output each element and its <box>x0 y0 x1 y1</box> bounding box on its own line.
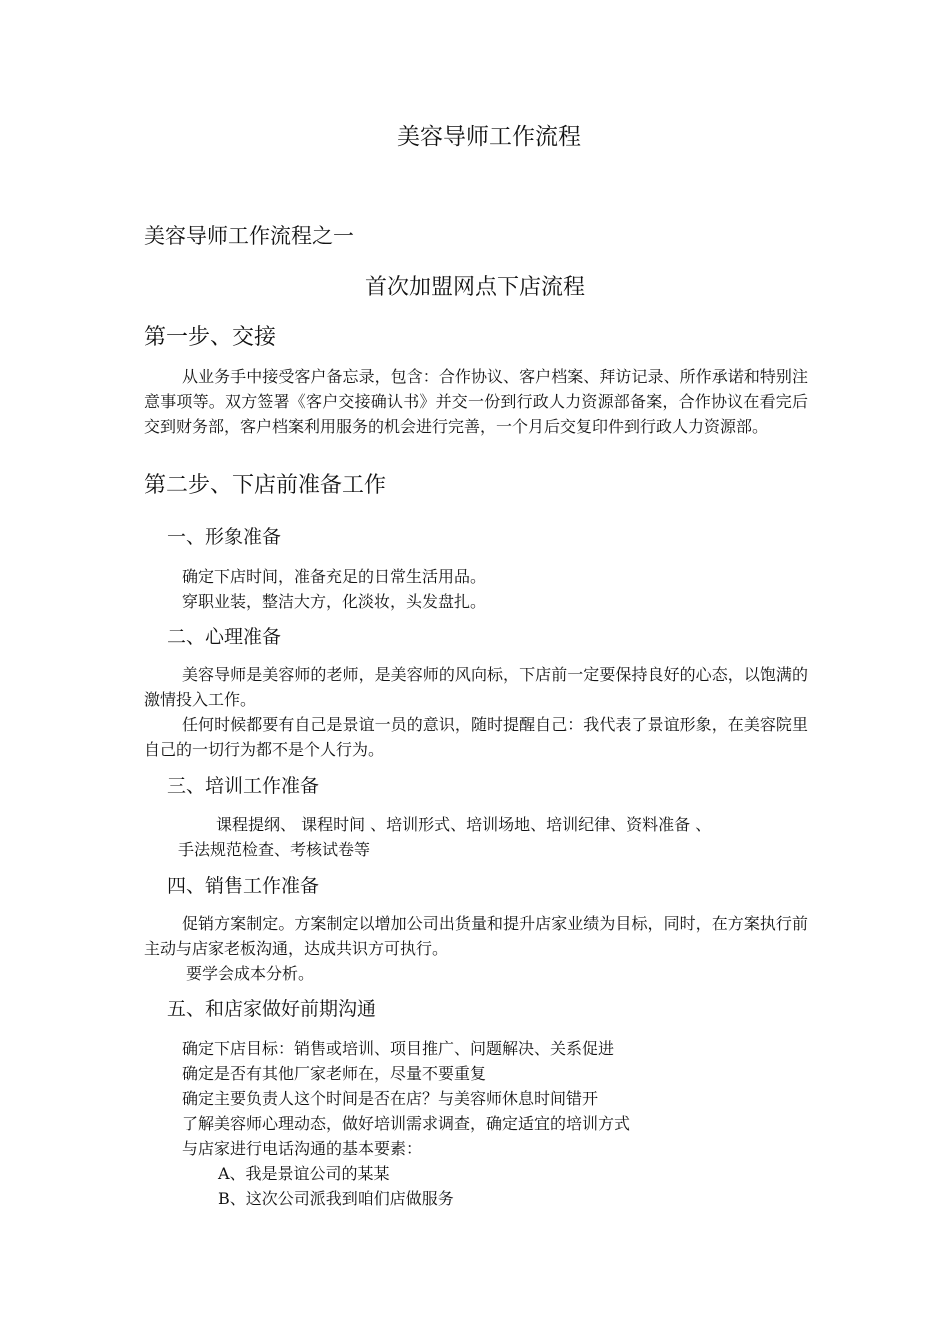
list-item: 了解美容师心理动态，做好培训需求调查，确定适宜的培训方式 <box>182 1114 631 1133</box>
paragraph: 促销方案制定。方案制定以增加公司出货量和提升店家业绩为目标，同时，在方案执行前主动与店家老板沟通，达成共识方可执行。 <box>144 914 808 958</box>
list-item: 要学会成本分析。 <box>186 964 315 983</box>
list-item: 手法规范检查、考核试卷等 <box>178 840 371 859</box>
list-item: 穿职业装，整洁大方，化淡妆，头发盘扎。 <box>182 592 487 611</box>
document-title: 美容导师工作流程 <box>397 124 581 150</box>
step2-heading: 第二步、下店前准备工作 <box>144 473 387 498</box>
document-subtitle: 美容导师工作流程之一 <box>144 224 354 248</box>
section-heading-image-prep: 一、形象准备 <box>167 526 282 548</box>
section-heading-mental-prep: 二、心理准备 <box>167 626 282 648</box>
step1-heading: 第一步、交接 <box>144 325 277 350</box>
section-title: 首次加盟网点下店流程 <box>364 275 585 300</box>
list-item: 确定主要负责人这个时间是否在店？与美容师休息时间错开 <box>182 1089 599 1108</box>
paragraph: 美容导师是美容师的老师，是美容师的风向标，下店前一定要保持良好的心态，以饱满的激情投入工作。 <box>144 665 808 709</box>
list-item: 与店家进行电话沟通的基本要素： <box>182 1139 423 1158</box>
section-heading-sales-prep: 四、销售工作准备 <box>167 875 320 897</box>
list-item: 确定下店目标：销售或培训、项目推广、问题解决、关系促进 <box>182 1039 615 1058</box>
sub-list-item: A、我是景谊公司的某某 <box>218 1164 390 1183</box>
list-item: 课程提纲、 课程时间 、培训形式、培训场地、培训纪律、资料准备 、 <box>216 815 712 834</box>
paragraph: 任何时候都要有自己是景谊一员的意识，随时提醒自己：我代表了景谊形象，在美容院里自己的一切行为都不是个人行为。 <box>144 715 808 759</box>
step1-paragraph: 从业务手中接受客户备忘录，包含：合作协议、客户档案、拜访记录、所作承诺和特别注意事项等。双方签署《客户交接确认书》并交一份到行政人力资源部备案，合作协议在看完后交到财务部，客户档案利用服务的机会进行完善，一个月后交复印件到行政人力资源部。 <box>144 367 808 436</box>
sub-list-item: B、这次公司派我到咱们店做服务 <box>218 1189 454 1208</box>
list-item: 确定下店时间，准备充足的日常生活用品。 <box>182 567 487 586</box>
section-heading-training-prep: 三、培训工作准备 <box>167 775 320 797</box>
list-item: 确定是否有其他厂家老师在，尽量不要重复 <box>182 1064 487 1083</box>
section-heading-communication: 五、和店家做好前期沟通 <box>167 998 377 1020</box>
